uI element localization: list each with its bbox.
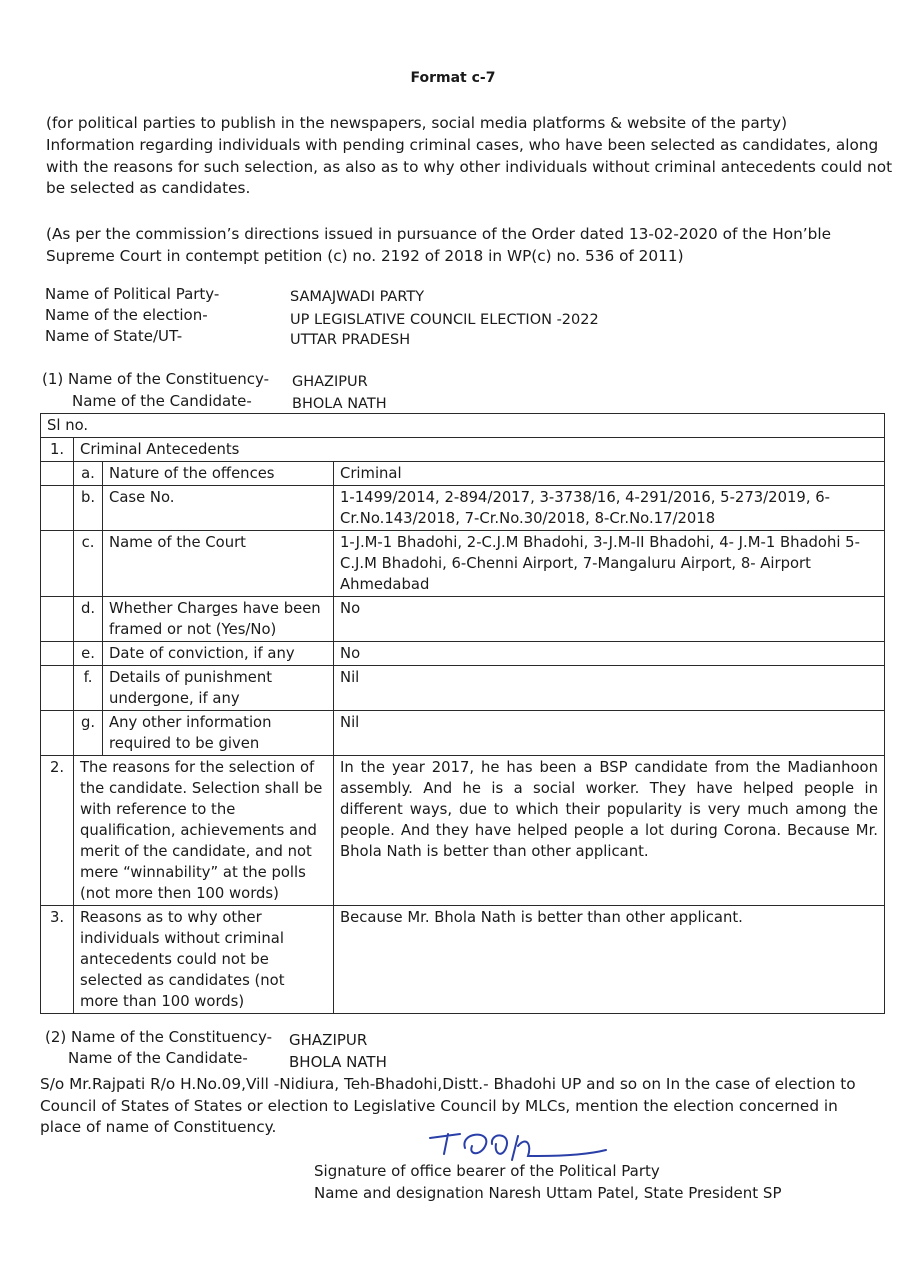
constituency-value: GHAZIPUR bbox=[292, 374, 368, 390]
item-letter: d. bbox=[74, 597, 103, 642]
election-value: UP LEGISLATIVE COUNCIL ELECTION -2022 bbox=[290, 312, 599, 328]
item-label: Nature of the offences bbox=[103, 462, 334, 486]
intro-description: Information regarding individuals with pending criminal cases, who have been selected as candidates, along with the reasons for such selection, as also as to why other individuals without criminal antecedents could not be selected as candidates. bbox=[46, 136, 893, 197]
sl-no-header: Sl no. bbox=[41, 414, 885, 438]
criminal-antecedents-title: Criminal Antecedents bbox=[74, 438, 885, 462]
party-label: Name of Political Party- bbox=[45, 285, 220, 303]
table-row bbox=[41, 597, 885, 642]
item-value: Nil bbox=[334, 666, 885, 711]
criminal-antecedents-row bbox=[41, 438, 885, 462]
table-header-row bbox=[41, 414, 885, 438]
page-title: Format c-7 bbox=[410, 70, 496, 86]
item-label: Any other information required to be given bbox=[103, 711, 334, 756]
item-value: Criminal bbox=[334, 462, 885, 486]
other-individuals-row bbox=[41, 906, 885, 1014]
item-value: No bbox=[334, 642, 885, 666]
constituency-label-2: (2) Name of the Constituency- bbox=[45, 1028, 273, 1046]
table-row bbox=[41, 666, 885, 711]
table-row bbox=[41, 642, 885, 666]
constituency-label: (1) Name of the Constituency- bbox=[42, 370, 270, 388]
state-label: Name of State/UT- bbox=[45, 327, 183, 345]
row-number: 2. bbox=[41, 756, 74, 906]
commission-directions: (As per the commission’s directions issued in pursuance of the Order dated 13-02-2020 of the Hon’ble Supreme Court in contempt petition (c) no. 2192 of 2018 in WP(c) no. 536 of 2011) bbox=[46, 225, 832, 265]
constituency-value-2: GHAZIPUR bbox=[289, 1031, 368, 1049]
candidate-label-2: Name of the Candidate- bbox=[68, 1049, 248, 1067]
selection-reasons-value: In the year 2017, he has been a BSP candidate from the Madianhoon assembly. And he is a social worker. They have helped people in different ways, due to which their popularity is very much among the people. And they have helped people a lot during Corona. Because Mr. Bhola Nath is better than other applicant. bbox=[334, 756, 885, 906]
other-individuals-label: Reasons as to why other individuals without criminal antecedents could not be selected as candidates (not more than 100 words) bbox=[74, 906, 334, 1014]
item-label: Whether Charges have been framed or not (Yes/No) bbox=[103, 597, 334, 642]
candidate-value: BHOLA NATH bbox=[292, 396, 387, 412]
table-row bbox=[41, 711, 885, 756]
item-value: No bbox=[334, 597, 885, 642]
table-row bbox=[41, 531, 885, 597]
candidate-address: S/o Mr.Rajpati R/o H.No.09,Vill -Nidiura, Teh-Bhadohi,Distt.- Bhadohi UP and so on In the case of election to Council of States of States or election to Legislative Council by MLCs, mention the election concerned in place of name of Constituency. bbox=[40, 1075, 856, 1136]
candidate-label: Name of the Candidate- bbox=[72, 392, 252, 410]
signature-caption: Signature of office bearer of the Political Party bbox=[314, 1162, 660, 1180]
table-row bbox=[41, 462, 885, 486]
item-letter: c. bbox=[74, 531, 103, 597]
table-row bbox=[41, 486, 885, 531]
signatory-name: Name and designation Naresh Uttam Patel, State President SP bbox=[314, 1184, 782, 1202]
item-letter: a. bbox=[74, 462, 103, 486]
item-letter: e. bbox=[74, 642, 103, 666]
other-individuals-value: Because Mr. Bhola Nath is better than other applicant. bbox=[334, 906, 885, 1014]
party-value: SAMAJWADI PARTY bbox=[290, 289, 425, 305]
row-number: 1. bbox=[41, 438, 74, 462]
item-label: Details of punishment undergone, if any bbox=[103, 666, 334, 711]
item-letter: b. bbox=[74, 486, 103, 531]
state-value: UTTAR PRADESH bbox=[290, 332, 411, 348]
item-letter: g. bbox=[74, 711, 103, 756]
item-label: Case No. bbox=[103, 486, 334, 531]
item-letter: f. bbox=[74, 666, 103, 711]
item-value: 1-1499/2014, 2-894/2017, 3-3738/16, 4-291/2016, 5-273/2019, 6-Cr.No.143/2018, 7-Cr.No.30/2018, 8-Cr.No.17/2018 bbox=[334, 486, 885, 531]
intro-note: (for political parties to publish in the newspapers, social media platforms & website of the party) bbox=[46, 114, 788, 132]
item-label: Date of conviction, if any bbox=[103, 642, 334, 666]
election-label: Name of the election- bbox=[45, 306, 208, 324]
row-number: 3. bbox=[41, 906, 74, 1014]
selection-reasons-label: The reasons for the selection of the candidate. Selection shall be with reference to the qualification, achievements and merit of the candidate, and not mere “winnability” at the polls (not more then 100 words) bbox=[74, 756, 334, 906]
criminal-antecedents-table bbox=[40, 413, 885, 1014]
selection-reasons-row bbox=[41, 756, 885, 906]
candidate-value-2: BHOLA NATH bbox=[289, 1053, 387, 1071]
item-label: Name of the Court bbox=[103, 531, 334, 597]
item-value: 1-J.M-1 Bhadohi, 2-C.J.M Bhadohi, 3-J.M-II Bhadohi, 4- J.M-1 Bhadohi 5- C.J.M Bhadohi, 6-Chenni Airport, 7-Mangaluru Airport, 8- Airport Ahmedabad bbox=[334, 531, 885, 597]
item-value: Nil bbox=[334, 711, 885, 756]
